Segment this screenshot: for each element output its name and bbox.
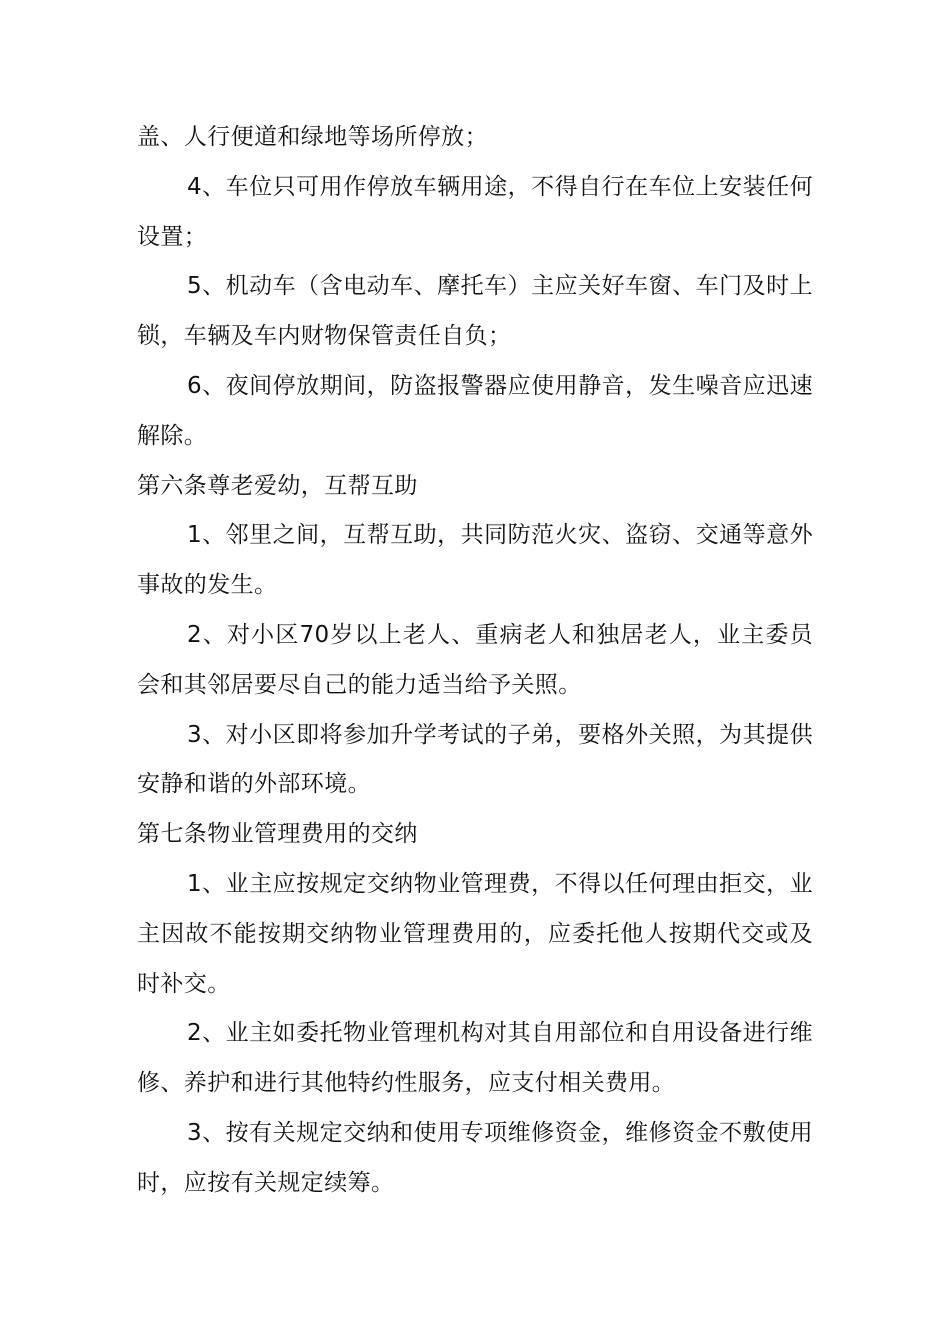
clause-item: 1、业主应按规定交纳物业管理费，不得以任何理由拒交，业主因故不能按期交纳物业管理费用的，应委托他人按期代交或及时补交。	[137, 870, 813, 997]
clause-item: 2、业主如委托物业管理机构对其自用部位和自用设备进行维修、养护和进行其他特约性服务，应支付相关费用。	[137, 1020, 813, 1097]
clause-item: 5、机动车（含电动车、摩托车）主应关好车窗、车门及时上锁，车辆及车内财物保管责任自负；	[137, 273, 813, 350]
article-heading: 第六条尊老爱幼，互帮互助	[137, 472, 418, 499]
document-body	[137, 113, 813, 1209]
clause-item: 4、车位只可用作停放车辆用途，不得自行在车位上安装任何设置；	[137, 173, 813, 250]
clause-item: 6、夜间停放期间，防盗报警器应使用静音，发生噪音应迅速解除。	[137, 372, 813, 449]
article-heading: 第七条物业管理费用的交纳	[137, 821, 418, 848]
clause-item: 1、邻里之间，互帮互助，共同防范火灾、盗窃、交通等意外事故的发生。	[137, 522, 813, 599]
paragraph-parking-continuation: 盖、人行便道和绿地等场所停放；	[137, 124, 488, 150]
clause-item: 2、对小区70岁以上老人、重病老人和独居老人，业主委员会和其邻居要尽自己的能力适当给予关照。	[137, 621, 813, 698]
clause-item: 3、按有关规定交纳和使用专项维修资金，维修资金不敷使用时，应按有关规定续筹。	[137, 1119, 813, 1196]
clause-item: 3、对小区即将参加升学考试的子弟，要格外关照，为其提供安静和谐的外部环境。	[137, 721, 813, 798]
